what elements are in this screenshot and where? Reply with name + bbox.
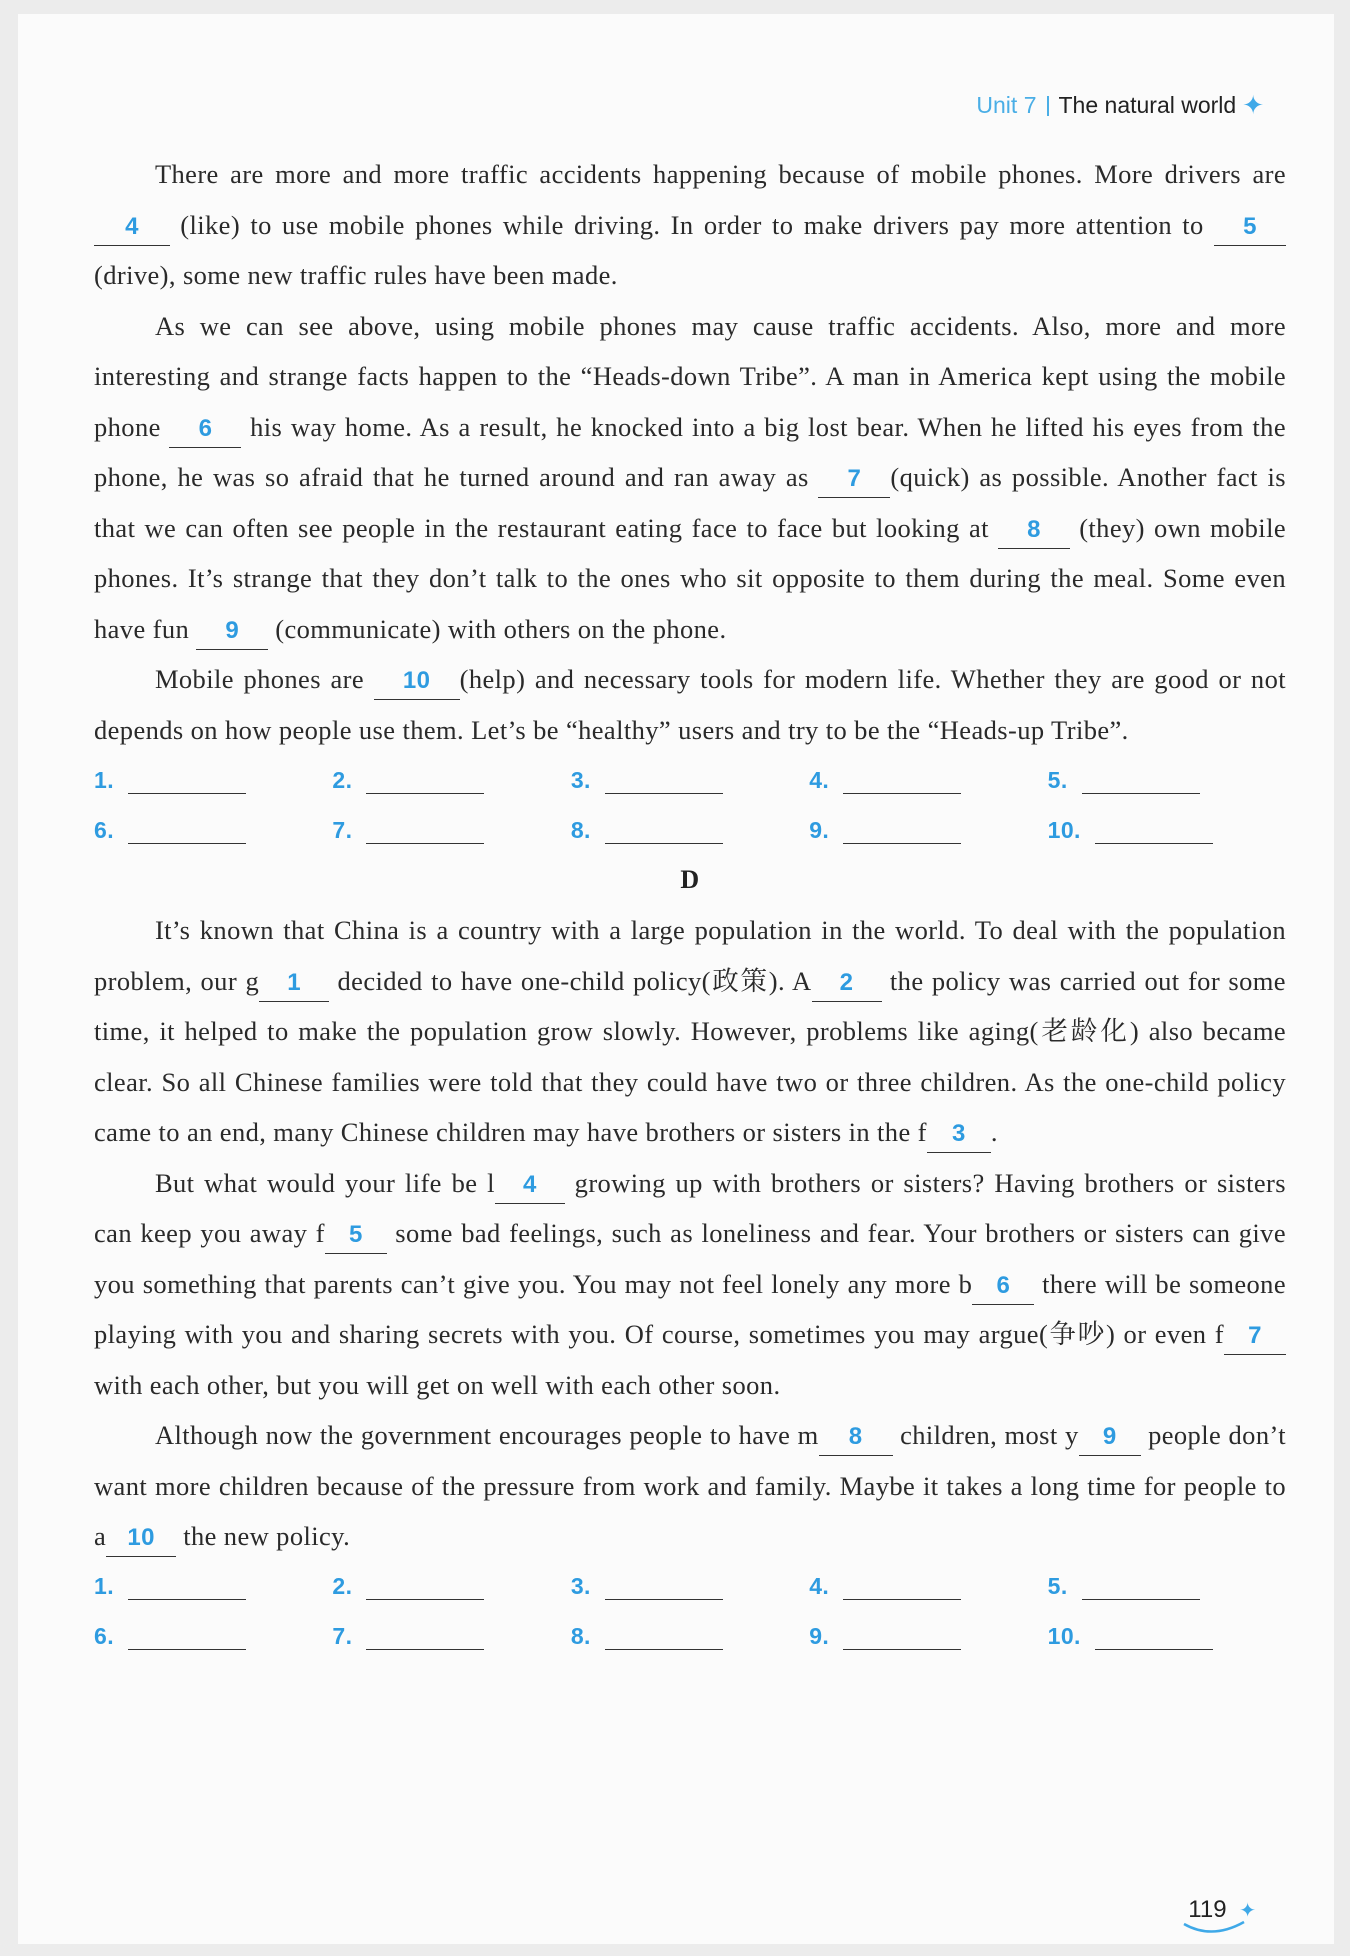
answer-slot: 10. <box>1048 1623 1286 1650</box>
answer-slot: 4. <box>809 767 1047 794</box>
answer-input[interactable] <box>366 767 484 794</box>
answer-slot: 8. <box>571 817 809 844</box>
answer-input[interactable] <box>605 1623 723 1650</box>
answer-input[interactable] <box>843 817 961 844</box>
blank-c-6: 6 <box>169 417 241 448</box>
answer-input[interactable] <box>366 1573 484 1600</box>
blank-d-8: 8 <box>819 1425 893 1456</box>
page-header <box>976 90 1264 121</box>
answer-row-c-1 <box>94 755 1286 805</box>
blank-c-10: 10 <box>374 669 460 700</box>
answer-input[interactable] <box>605 767 723 794</box>
header-divider <box>1047 96 1049 116</box>
answer-slot: 9. <box>809 817 1047 844</box>
page-content <box>94 149 1286 1662</box>
blank-d-7: 7 <box>1224 1324 1286 1355</box>
sparkle-icon: ✦ <box>1239 1900 1256 1922</box>
blank-d-2: 2 <box>812 971 882 1002</box>
blank-c-8: 8 <box>998 518 1070 549</box>
answer-slot: 6. <box>94 1623 332 1650</box>
answer-input[interactable] <box>605 817 723 844</box>
answer-slot: 3. <box>571 767 809 794</box>
blank-d-10: 10 <box>106 1526 176 1557</box>
section-title-d: D <box>680 865 700 894</box>
answer-slot: 8. <box>571 1623 809 1650</box>
blank-d-9: 9 <box>1079 1425 1141 1456</box>
answer-input[interactable] <box>1082 1573 1200 1600</box>
answer-input[interactable] <box>128 1623 246 1650</box>
answer-row-d-1 <box>94 1562 1286 1612</box>
passage-d-paragraph-3: Although now the government encourages people to have m 8 children, most y 9 people don’t want more children because of the pressure from work and family. Maybe it takes a long time for people to a 10 the new policy. <box>94 1410 1286 1562</box>
answer-input[interactable] <box>128 1573 246 1600</box>
passage-c-paragraph-3: Mobile phones are 10 (help) and necessary tools for modern life. Whether they are good or not depends on how people use them. Let’s be “healthy” users and try to be the “Heads-up Tribe”. <box>94 664 1286 745</box>
blank-c-5: 5 <box>1214 215 1286 246</box>
answer-input[interactable] <box>1095 817 1213 844</box>
passage-c-paragraph-1: There are more and more traffic accidents happening because of mobile phones. More drivers are 4 (like) to use mobile phones while driving. In order to make drivers pay more attention to 5 (drive), some new traffic rules have been made. <box>94 159 1286 290</box>
blank-c-9: 9 <box>196 619 268 650</box>
answer-input[interactable] <box>1082 767 1200 794</box>
blank-d-1: 1 <box>259 971 329 1002</box>
answer-input[interactable] <box>843 1573 961 1600</box>
answer-slot: 7. <box>332 1623 570 1650</box>
answer-input[interactable] <box>1095 1623 1213 1650</box>
blank-c-4: 4 <box>94 215 170 246</box>
answer-input[interactable] <box>366 817 484 844</box>
answer-row-c-2 <box>94 805 1286 855</box>
answer-slot: 2. <box>332 767 570 794</box>
answer-slot: 1. <box>94 1573 332 1600</box>
blank-d-6: 6 <box>972 1274 1034 1305</box>
answer-slot: 6. <box>94 817 332 844</box>
answer-input[interactable] <box>843 767 961 794</box>
answer-row-d-2 <box>94 1612 1286 1662</box>
blank-d-5: 5 <box>325 1223 387 1254</box>
passage-c-paragraph-2: As we can see above, using mobile phones may cause traffic accidents. Also, more and more interesting and strange facts happen to the “Heads-down Tribe”. A man in America kept using the mobile phone 6 his way home. As a result, he knocked into a big lost bear. When he lifted his eyes from the phone, he was so afraid that he turned around and ran away as 7 (quick) as possible. Another fact is that we can often see people in the restaurant eating face to face but looking at 8 (they) own mobile phones. It’s strange that they don’t talk to the ones who sit opposite to them during the meal. Some even have fun 9 (communicate) with others on the phone. <box>94 301 1286 655</box>
blank-d-4: 4 <box>495 1173 565 1204</box>
workbook-page <box>18 14 1334 1944</box>
answer-input[interactable] <box>366 1623 484 1650</box>
answer-slot: 3. <box>571 1573 809 1600</box>
answer-slot: 4. <box>809 1573 1047 1600</box>
answer-slot: 10. <box>1048 817 1286 844</box>
page-number: 119 ✦ <box>1188 1896 1256 1924</box>
answer-slot: 2. <box>332 1573 570 1600</box>
blank-d-3: 3 <box>927 1122 991 1153</box>
answer-input[interactable] <box>128 767 246 794</box>
answer-slot: 1. <box>94 767 332 794</box>
answer-slot: 5. <box>1048 1573 1286 1600</box>
answer-slot: 7. <box>332 817 570 844</box>
answer-input[interactable] <box>128 817 246 844</box>
passage-d-paragraph-1: It’s known that China is a country with a large population in the world. To deal with the population problem, our g 1 decided to have one-child policy(政策). A 2 the policy was carried out for some time, it helped to make the population grow slowly. However, problems like aging(老龄化) also became clear. So all Chinese families were told that they could have two or three children. As the one-child policy came to an end, many Chinese children may have brothers or sisters in the f 3 . <box>94 905 1286 1158</box>
blank-c-7: 7 <box>818 467 890 498</box>
passage-d-paragraph-2: But what would your life be l 4 growing up with brothers or sisters? Having brothers or sisters can keep you away f 5 some bad feelings, such as loneliness and fear. Your brothers or sisters can give you something that parents can’t give you. You may not feel lonely any more b 6 there will be someone playing with you and sharing secrets with you. Of course, sometimes you may argue(争吵) or even f 7 with each other, but you will get on well with each other soon. <box>94 1167 1286 1400</box>
answer-slot: 9. <box>809 1623 1047 1650</box>
answer-input[interactable] <box>605 1573 723 1600</box>
unit-label: Unit 7 <box>976 92 1037 118</box>
sparkle-icon: ✦ <box>1242 90 1264 120</box>
answer-input[interactable] <box>843 1623 961 1650</box>
unit-title: The natural world <box>1058 92 1237 118</box>
answer-slot: 5. <box>1048 767 1286 794</box>
